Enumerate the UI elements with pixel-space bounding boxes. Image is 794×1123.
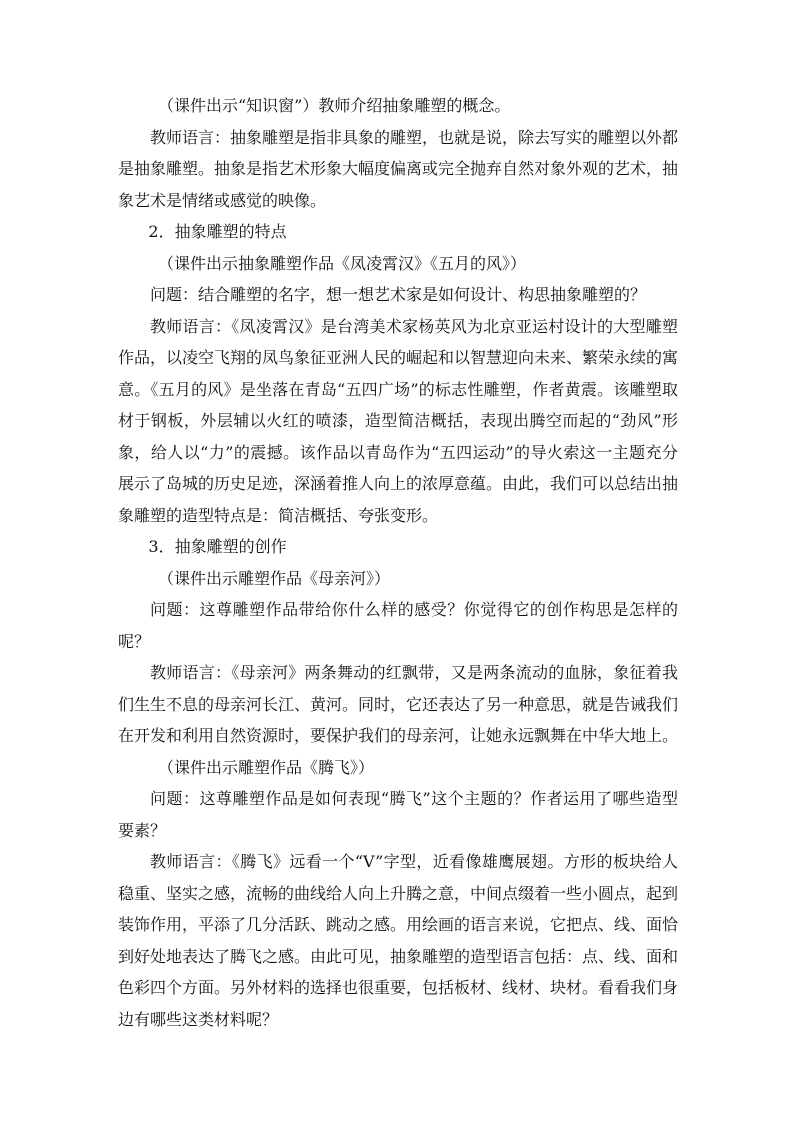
paragraph-show-mother-river: （课件出示雕塑作品《母亲河》） [158, 568, 391, 588]
section-heading-features: 2．抽象雕塑的特点 [148, 222, 287, 241]
paragraph-abstract-definition: 教师语言：抽象雕塑是指非具象的雕塑，也就是说，除去写实的雕塑以外都是抽象雕塑。抽象是指艺术形象大幅度偏离或完全抛弃自然对象外观的艺术，抽象艺术是情绪或感觉的映像。 [118, 127, 679, 210]
paragraph-knowledge-window: （课件出示“知识窗”）教师介绍抽象雕塑的概念。 [158, 96, 511, 115]
section-heading-creation: 3．抽象雕塑的创作 [148, 537, 287, 556]
paragraph-show-works: （课件出示抽象雕塑作品《凤凌霄汉》《五月的风》） [158, 253, 527, 273]
paragraph-question-feeling: 问题：这尊雕塑作品带给你什么样的感受？你觉得它的创作构思是怎样的呢？ [118, 600, 678, 651]
paragraph-feng-wind-analysis: 教师语言：《凤凌霄汉》是台湾美术家杨英风为北京亚运村设计的大型雕塑作品，以凌空飞翔的凤鸟象征亚洲人民的崛起和以智慧迎向未来、繁荣永续的寓意。《五月的风》是坐落在青岛“五四广场”的标志性雕塑，作者黄震。该雕塑取材于钢板，外层辅以火红的喷漆，造型简洁概括，表现出腾空而起的“劲风”形象，给人以“力”的震撼。该作品以青岛作为“五四运动”的导火索这一主题充分展示了岛城的历史足迹，深涵着推人向上的浓厚意蕴。由此，我们可以总结出抽象雕塑的造型特点是：简洁概括、夸张变形。 [118, 316, 679, 525]
paragraph-mother-river-analysis: 教师语言：《母亲河》两条舞动的红飘带，又是两条流动的血脉，象征着我们生生不息的母亲河长江、黄河。同时，它还表达了另一种意思，就是告诫我们在开发和利用自然资源时，要保护我们的母亲河，让她永远飘舞在中华大地上。 [118, 663, 679, 745]
document-body [118, 90, 678, 1035]
paragraph-tengfei-analysis: 教师语言：《腾飞》远看一个“V”字型，近看像雄鹰展翅。方形的板块给人稳重、坚实之感，流畅的曲线给人向上升腾之意，中间点缀着一些小圆点，起到装饰作用，平添了几分活跃、跳动之感。用绘画的语言来说，它把点、线、面恰到好处地表达了腾飞之感。由此可见，抽象雕塑的造型语言包括：点、线、面和色彩四个方面。另外材料的选择也很重要，包括板材、线材、块材。看看我们身边有哪些这类材料呢？ [118, 852, 679, 1029]
paragraph-question-tengfei: 问题：这尊雕塑作品是如何表现“腾飞”这个主题的？作者运用了哪些造型要素？ [118, 789, 678, 840]
paragraph-show-tengfei: （课件出示雕塑作品《腾飞》） [158, 757, 375, 777]
paragraph-question-design: 问题：结合雕塑的名字，想一想艺术家是如何设计、构思抽象雕塑的？ [150, 285, 647, 304]
